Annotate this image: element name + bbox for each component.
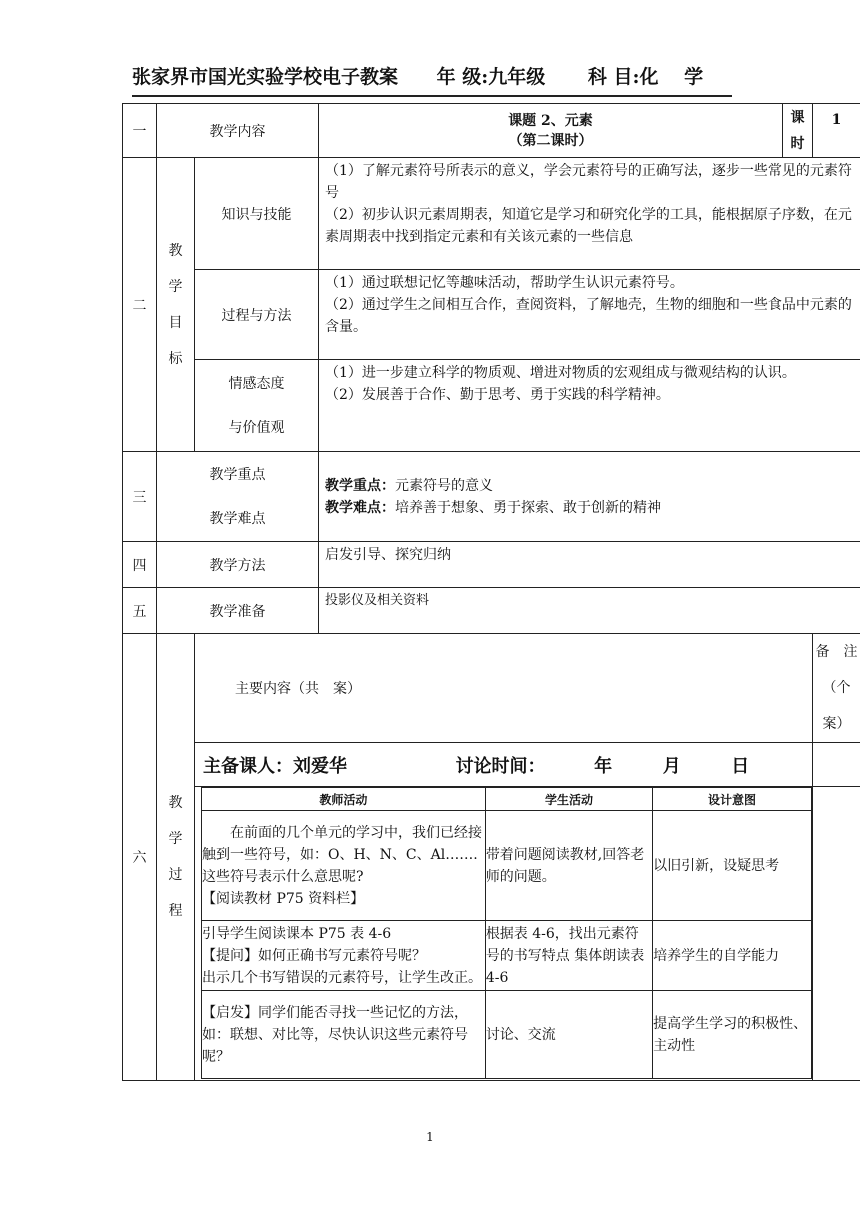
table-row	[202, 921, 812, 991]
period-label-2: 时	[790, 135, 805, 152]
row-preparer	[123, 743, 860, 787]
teacher-line: 【提问】如何正确书写元素符号呢？	[202, 947, 426, 964]
group-char: 过	[168, 867, 183, 883]
row-number: 三	[123, 452, 157, 542]
knowledge-label: 知识与技能	[195, 158, 319, 270]
emotion-text	[319, 360, 860, 452]
column-header: 学生活动	[485, 788, 652, 811]
emotion-item: （2）发展善于合作、勤于思考、勇于实践的科学精神。	[325, 387, 670, 403]
emotion-label-line: 与价值观	[228, 419, 285, 436]
lesson-title-cell	[319, 104, 783, 158]
column-header: 设计意图	[653, 788, 812, 811]
lesson-title: 课题 2、元素	[508, 112, 593, 129]
objectives-group-label	[157, 158, 195, 452]
remark-label: 备 注	[815, 644, 858, 660]
teacher-line: 【启发】同学们能否寻找一些记忆的方法，如：联想、对比等，尽快认识这些元素符号呢？	[202, 1004, 468, 1065]
student-activity: 根据表 4-6，找出元素符号的书写特点 集体朗读表 4-6	[485, 921, 652, 991]
school-title: 张家界市国光实验学校电子教案	[132, 66, 399, 88]
remark-sublabel: （个案）	[822, 680, 851, 732]
emotion-item: （1）进一步建立科学的物质观、增进对物质的宏观组成与微观结构的认识。	[325, 365, 796, 381]
main-content-heading: 主要内容（共 案）	[195, 634, 813, 743]
teacher-activity	[202, 991, 486, 1079]
teacher-line: 出示几个书写错误的元素符号，让学生改正。	[202, 969, 482, 986]
student-activity: 讨论、交流	[485, 991, 652, 1079]
period-label-cell	[783, 104, 813, 158]
teacher-activity	[202, 921, 486, 991]
knowledge-text	[319, 158, 860, 270]
difficulty-prefix: 教学难点：	[325, 499, 395, 516]
group-char: 目	[168, 314, 183, 331]
teacher-activity	[202, 811, 486, 921]
group-char: 程	[168, 903, 183, 919]
row-method	[123, 542, 860, 588]
student-activity: 带着问题阅读教材,回答老师的问题。	[485, 811, 652, 921]
table-row	[202, 991, 812, 1079]
method-label: 教学方法	[157, 542, 319, 588]
difficulty-text: 培养善于想象、勇于探索、敢于创新的精神	[395, 499, 661, 516]
preparer: 主备课人：刘爱华	[203, 755, 347, 777]
remark-heading	[813, 634, 860, 743]
grade-label: 年 级:九年级	[436, 66, 546, 88]
subject-label: 科 目:化 学	[587, 66, 704, 88]
period-value: 1	[813, 104, 860, 158]
process-label: 过程与方法	[195, 270, 319, 360]
process-item: （2）通过学生之间相互合作，查阅资料，了解地壳，生物的细胞和一些食品中元素的含量。	[325, 297, 852, 335]
design-intent: 以旧引新，设疑思考	[653, 811, 812, 921]
activities-cell	[195, 787, 813, 1081]
row-objectives-emotion	[123, 360, 860, 452]
preparation-label: 教学准备	[157, 588, 319, 634]
month-label: 月	[662, 755, 681, 777]
row-preparation	[123, 588, 860, 634]
row-number: 一	[123, 104, 157, 158]
discussion-time-label: 讨论时间：	[455, 755, 546, 777]
row-label: 教学内容	[157, 104, 319, 158]
day-label: 日	[731, 755, 750, 777]
document-header	[132, 62, 732, 97]
method-text: 启发引导、探究归纳	[319, 542, 860, 588]
group-char: 学	[168, 278, 183, 295]
design-intent: 提高学生学习的积极性、主动性	[653, 991, 812, 1079]
row-number: 二	[123, 158, 157, 452]
row-activities	[123, 787, 860, 1081]
process-item: （1）通过联想记忆等趣味活动，帮助学生认识元素符号。	[325, 275, 684, 291]
key-points-label	[157, 452, 319, 542]
emotion-label	[195, 360, 319, 452]
teacher-line: 引导学生阅读课本 P75 表 4-6	[202, 925, 392, 942]
key-points-text	[319, 452, 860, 542]
emotion-label-line: 情感态度	[228, 375, 285, 392]
knowledge-item: （1）了解元素符号所表示的意义，学会元素符号的正确写法，逐步一些常见的元素符号	[325, 163, 852, 201]
process-group-label	[157, 634, 195, 1081]
key-label: 教学重点	[209, 466, 266, 483]
process-text	[319, 270, 860, 360]
table-row	[202, 811, 812, 921]
preparer-cell	[195, 743, 813, 787]
knowledge-item: （2）初步认识元素周期表，知道它是学习和研究化学的工具，能根据原子序数，在元素周期表中找到指定元素和有关该元素的一些信息	[325, 207, 852, 245]
teacher-line: 在前面的几个单元的学习中，我们已经接触到一些符号，如：O、H、N、C、Al…….这些符号表示什么意思呢?	[202, 824, 482, 885]
key-prefix: 教学重点：	[325, 477, 395, 494]
group-char: 教	[168, 795, 183, 811]
group-char: 教	[168, 242, 183, 259]
column-header: 教师活动	[202, 788, 486, 811]
remark-empty-cell	[813, 787, 860, 1081]
page-number: 1	[426, 1130, 434, 1144]
activities-header-row	[202, 788, 812, 811]
teacher-line: 【阅读教材 P75 资料栏】	[202, 890, 365, 907]
row-objectives-process	[123, 270, 860, 360]
lesson-subtitle: （第二课时）	[508, 132, 593, 149]
preparation-text: 投影仪及相关资料	[319, 588, 860, 634]
row-number: 四	[123, 542, 157, 588]
design-intent: 培养学生的自学能力	[653, 921, 812, 991]
difficulty-label: 教学难点	[209, 510, 266, 527]
group-char: 学	[168, 831, 183, 847]
year-label: 年	[594, 755, 613, 777]
row-number: 六	[123, 634, 157, 1081]
activities-table	[201, 787, 812, 1079]
row-process-header	[123, 634, 860, 743]
lesson-plan-table	[122, 103, 860, 1081]
period-label-1: 课	[790, 109, 805, 126]
group-char: 标	[168, 350, 183, 367]
remark-empty-cell	[813, 743, 860, 787]
row-objectives-knowledge	[123, 158, 860, 270]
row-number: 五	[123, 588, 157, 634]
row-key-points	[123, 452, 860, 542]
row-teaching-content	[123, 104, 860, 158]
key-text: 元素符号的意义	[395, 477, 493, 494]
